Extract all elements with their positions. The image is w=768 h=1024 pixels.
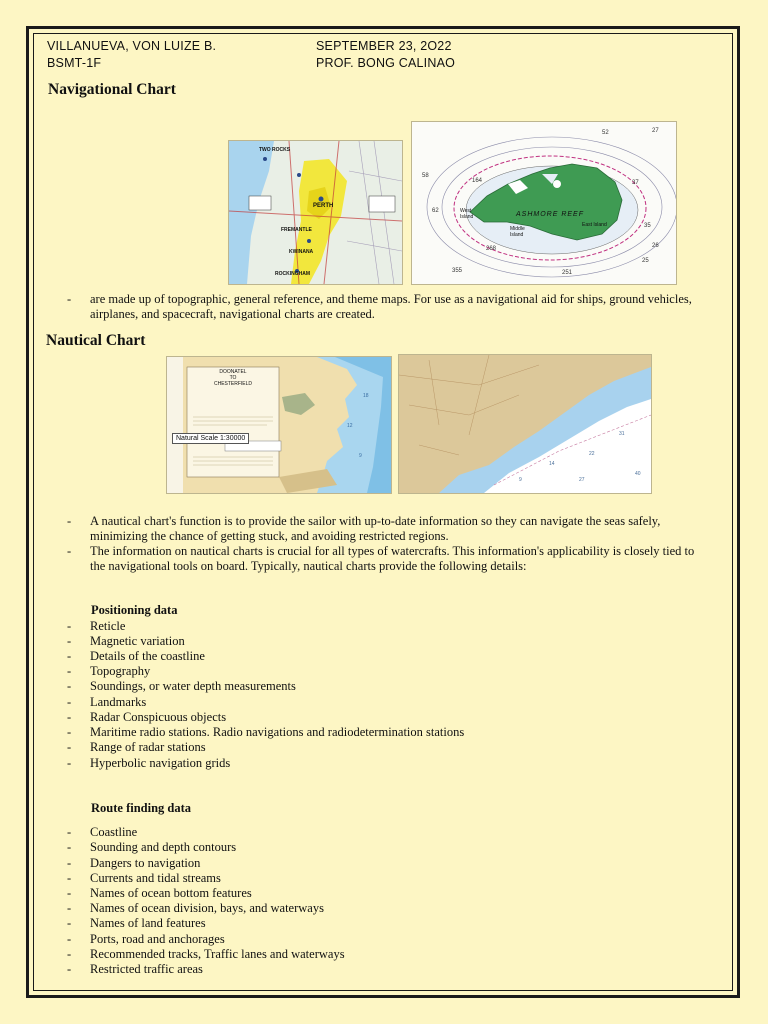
reef-island-middle: Middle Island — [510, 226, 525, 238]
svg-text:26: 26 — [652, 243, 659, 249]
bullet-dash: - — [67, 825, 72, 839]
bullet-dash: - — [67, 649, 72, 663]
bullet-dash: - — [67, 756, 72, 770]
nautical-description-2-text: The information on nautical charts is crucial for all types of watercrafts. This information's applicability is closely tied to the navigational tools on board. Typically, nautical charts provide the following details: — [90, 544, 695, 573]
svg-text:37: 37 — [632, 180, 639, 186]
bullet-dash: - — [67, 619, 72, 633]
list-item-text: Details of the coastline — [90, 649, 205, 663]
list-item-text: Recommended tracks, Traffic lanes and waterways — [90, 947, 345, 961]
map-label-fremantle: FREMANTLE — [281, 227, 312, 233]
svg-text:52: 52 — [602, 130, 609, 136]
ashmore-reef-chart-image — [411, 121, 677, 285]
bullet-dash: - — [67, 695, 72, 709]
svg-text:18: 18 — [363, 393, 369, 399]
reef-island-west: West Island — [460, 208, 474, 220]
list-item-text: Coastline — [90, 825, 138, 839]
list-item-text: Magnetic variation — [90, 634, 185, 648]
svg-text:12: 12 — [347, 423, 353, 429]
svg-text:9: 9 — [359, 453, 362, 459]
list-item-text: Names of ocean division, bays, and waterways — [90, 901, 324, 915]
svg-text:22: 22 — [589, 451, 595, 457]
bullet-dash: - — [67, 947, 72, 961]
svg-text:35: 35 — [644, 223, 651, 229]
list-item-text: Topography — [90, 664, 151, 678]
bullet-dash: - — [67, 871, 72, 885]
bullet-dash: - — [67, 634, 72, 648]
natural-scale-label: Natural Scale 1:30000 — [172, 433, 249, 444]
bullet-dash: - — [67, 679, 72, 693]
bullet-dash: - — [67, 886, 72, 900]
list-item-text: Soundings, or water depth measurements — [90, 679, 296, 693]
bullet-dash: - — [67, 932, 72, 946]
student-section: BSMT-1F — [47, 56, 102, 70]
svg-text:268: 268 — [486, 246, 497, 252]
svg-text:40: 40 — [635, 471, 641, 477]
chart-title-line-3: CHESTERFIELD — [213, 381, 253, 387]
list-item-text: Landmarks — [90, 695, 147, 709]
list-item-text: Names of ocean bottom features — [90, 886, 252, 900]
student-name: VILLANUEVA, VON LUIZE B. — [47, 39, 217, 53]
svg-text:58: 58 — [422, 173, 429, 179]
chart-title-block — [201, 369, 265, 387]
svg-text:31: 31 — [619, 431, 625, 437]
bullet-dash: - — [67, 514, 72, 528]
bullet-dash: - — [67, 901, 72, 915]
navigational-description-text: are made up of topographic, general reference, and theme maps. For use as a navigational aid for ships, ground vehicles, airplanes, and spacecraft, navigational charts are created. — [90, 292, 692, 321]
bullet-dash: - — [67, 962, 72, 976]
map-label-perth: PERTH — [313, 203, 334, 209]
bullet-dash: - — [67, 544, 72, 558]
reef-name-label: ASHMORE REEF — [516, 211, 585, 218]
list-item-text: Dangers to navigation — [90, 856, 201, 870]
svg-text:355: 355 — [452, 268, 463, 274]
chart-title-line-2: TO — [229, 375, 237, 381]
svg-text:62: 62 — [432, 208, 439, 214]
list-item-text: Radar Conspicuous objects — [90, 710, 227, 724]
svg-text:164: 164 — [472, 178, 483, 184]
positioning-data-heading: Positioning data — [91, 603, 178, 617]
navigational-chart-heading: Navigational Chart — [48, 81, 176, 98]
bullet-dash: - — [67, 916, 72, 930]
svg-text:9: 9 — [519, 477, 522, 483]
list-item-text: Maritime radio stations. Radio navigations and radiodetermination stations — [90, 725, 465, 739]
nautical-chart-heading: Nautical Chart — [46, 332, 146, 349]
map-label-kwinana: KWINANA — [289, 249, 314, 255]
list-item-text: Names of land features — [90, 916, 206, 930]
bullet-dash: - — [67, 292, 72, 306]
bullet-dash: - — [67, 725, 72, 739]
list-item-text: Hyperbolic navigation grids — [90, 756, 231, 770]
map-label-two-rocks: TWO ROCKS — [259, 147, 291, 153]
chart-title-line-1: DOONATEL — [219, 369, 247, 375]
list-item-text: Sounding and depth contours — [90, 840, 237, 854]
bullet-dash: - — [67, 710, 72, 724]
list-item-text: Restricted traffic areas — [90, 962, 203, 976]
map-label-rockingham: ROCKINGHAM — [275, 271, 310, 277]
list-item-text: Reticle — [90, 619, 126, 633]
bullet-dash: - — [67, 664, 72, 678]
bullet-dash: - — [67, 856, 72, 870]
nautical-chart-image-left — [166, 356, 392, 494]
svg-text:25: 25 — [642, 258, 649, 264]
bullet-dash: - — [67, 840, 72, 854]
svg-text:27: 27 — [652, 128, 659, 134]
list-item-text: Ports, road and anchorages — [90, 932, 225, 946]
list-item-text: Range of radar stations — [90, 740, 206, 754]
bullet-dash: - — [67, 740, 72, 754]
nautical-description-1-text: A nautical chart's function is to provide the sailor with up-to-date information so they can navigate the seas safely, minimizing the chance of getting stuck, and avoiding restricted regions. — [90, 514, 661, 543]
svg-text:27: 27 — [579, 477, 585, 483]
svg-text:251: 251 — [562, 270, 573, 276]
document-date: SEPTEMBER 23, 2O22 — [316, 39, 452, 53]
perth-map-image — [228, 140, 403, 285]
route-finding-data-heading: Route finding data — [91, 801, 192, 815]
svg-text:14: 14 — [549, 461, 555, 467]
nautical-chart-image-right — [398, 354, 652, 494]
list-item-text: Currents and tidal streams — [90, 871, 221, 885]
professor-name: PROF. BONG CALINAO — [316, 56, 456, 70]
reef-island-east: East Island — [582, 222, 607, 228]
